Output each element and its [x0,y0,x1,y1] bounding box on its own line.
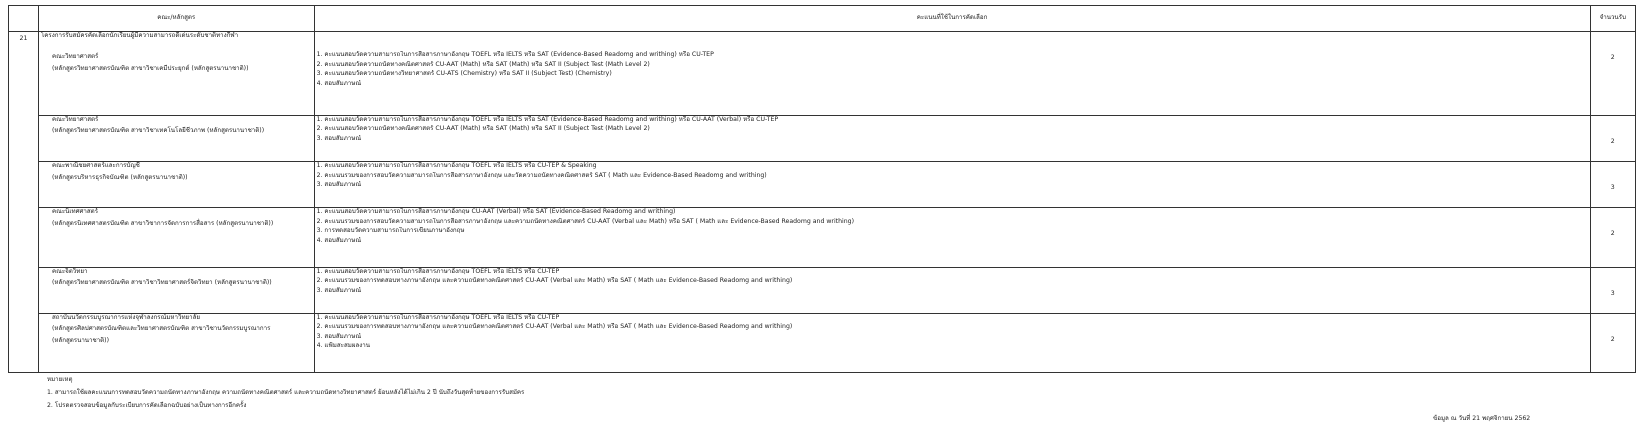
criteria-cell [314,313,1590,372]
header-seats: จำนวนรับ [1590,6,1635,32]
faculty-cell [38,267,314,313]
faculty-cell [38,313,314,372]
criteria-item: 3. สอบสัมภาษณ์ [316,181,362,189]
faculty-name: คณะวิทยาศาสตร์ [51,53,99,60]
header-faculty: คณะ/หลักสูตร [38,6,314,32]
note-item: 2. โปรดตรวจสอบข้อมูลกับระเบียบการคัดเลือกฉบับอย่างเป็นทางการอีกครั้ง [47,402,247,409]
criteria-item: 3. สอบสัมภาษณ์ [316,332,362,340]
table-row [9,115,1636,161]
faculty-cell [38,162,314,208]
criteria-cell [314,32,1590,116]
program-name: (หลักสูตรนิเทศศาสตรบัณฑิต สาขาวิชาการจัดการการสื่อสาร (หลักสูตรนานาชาติ)) [51,219,274,227]
criteria-item: 1. คะแนนสอบวัดความสามารถในการสื่อสารภาษาอังกฤษ TOEFL หรือ IELTS หรือ CU-TEP [316,313,560,321]
criteria-item: 1. คะแนนสอบวัดความสามารถในการสื่อสารภาษาอังกฤษ TOEFL หรือ IELTS หรือ SAT (Evidence-Based Readomg and writhing) หรือ CU-AAT (Verbal) หรือ CU-TEP [316,115,779,123]
criteria-item: 3. สอบสัมภาษณ์ [316,286,362,294]
criteria-item: 2. คะแนนรวมของการทดสอบทางภาษาอังกฤษ และความถนัดทางคณิตศาสตร์ CU-AAT (Verbal และ Math) หรือ SAT ( Math และ Evidence-Based Readomg and writhing) [316,323,793,331]
data-date: ข้อมูล ณ วันที่ 21 พฤศจิกายน 2562 [1433,415,1531,422]
criteria-cell [314,208,1590,267]
seats-cell: 2 [1590,32,1635,116]
faculty-name: คณะจิตวิทยา [51,267,88,275]
criteria-item: 1. คะแนนสอบวัดความสามารถในการสื่อสารภาษาอังกฤษ TOEFL หรือ IELTS หรือ CU-TEP [316,267,560,275]
criteria-item: 2. คะแนนรวมของการทดสอบทางภาษาอังกฤษ และความถนัดทางคณิตศาสตร์ CU-AAT (Verbal และ Math) หรือ SAT ( Math และ Evidence-Based Readomg and writhing) [316,277,793,285]
faculty-name: สถาบันนวัตกรรมบูรณาการแห่งจุฬาลงกรณ์มหาวิทยาลัย [51,313,201,321]
seats-cell: 2 [1590,208,1635,267]
project-title: โครงการรับสมัครคัดเลือกนักเรียนผู้มีความสามารถดีเด่นระดับชาติทางกีฬา [40,32,239,39]
program-name: (หลักสูตรวิทยาศาสตรบัณฑิต สาขาวิชาเคมีประยุกต์ (หลักสูตรนานาชาติ)) [51,64,249,72]
seats-cell: 2 [1590,313,1635,372]
notes-section [47,376,524,415]
table-row [9,32,1636,116]
faculty-cell [38,208,314,267]
admission-table [8,5,1636,373]
seats-cell: 3 [1590,267,1635,313]
table-row [9,313,1636,372]
faculty-name: คณะวิทยาศาสตร์ [51,115,99,123]
program-name: (หลักสูตรวิทยาศาสตรบัณฑิต สาขาวิชาเทคโนโลยีชีวภาพ (หลักสูตรนานาชาติ)) [51,127,265,135]
criteria-item: 4. แฟ้มสะสมผลงาน [316,342,370,350]
program-name: (หลักสูตรบริหารธุรกิจบัณฑิต (หลักสูตรนานาชาติ)) [51,173,188,181]
faculty-cell [38,32,314,116]
criteria-item: 1. คะแนนสอบวัดความสามารถในการสื่อสารภาษาอังกฤษ CU-AAT (Verbal) หรือ SAT (Evidence-Based Readomg and writhing) [316,208,676,216]
criteria-item: 3. สอบสัมภาษณ์ [316,134,362,142]
row-number: 21 [9,32,39,373]
faculty-name: คณะพาณิชยศาสตร์และการบัญชี [51,162,140,170]
criteria-cell [314,115,1590,161]
criteria-item: 2. คะแนนรวมของการสอบวัดความสามารถในการสื่อสารภาษาอังกฤษ และความถนัดทางคณิตศาสตร์ CU-AAT (Verbal และ Math) หรือ SAT ( Math และ Evidence-Based Readomg and writhing) [316,217,855,225]
seats-cell: 3 [1590,162,1635,208]
program-name-cont: (หลักสูตรนานาชาติ)) [51,336,110,344]
table-row [9,267,1636,313]
note-item: 1. สามารถใช้ผลคะแนนการทดสอบวัดความถนัดทางภาษาอังกฤษ ความถนัดทางคณิตศาสตร์ และความถนัดทางวิทยาศาสตร์ ย้อนหลังได้ไม่เกิน 2 ปี นับถึงวันสุดท้ายของการรับสมัคร [47,389,525,396]
program-name: (หลักสูตรวิทยาศาสตรบัณฑิต สาขาวิชาวิทยาศาสตร์จิตวิทยา (หลักสูตรนานาชาติ)) [51,279,272,287]
table-row [9,208,1636,267]
criteria-item: 3. คะแนนสอบวัดความถนัดทางวิทยาศาสตร์ CU-ATS (Chemistry) หรือ SAT II (Subject Test) (Chemistry) [316,70,612,77]
criteria-item: 4. สอบสัมภาษณ์ [316,79,362,87]
faculty-cell [38,115,314,161]
criteria-cell [314,162,1590,208]
criteria-item: 2. คะแนนสอบวัดความถนัดทางคณิตศาสตร์ CU-AAT (Math) หรือ SAT (Math) หรือ SAT II (Subject Test (Math Level 2) [316,125,650,133]
seats-cell: 2 [1590,115,1635,161]
header-index [9,6,39,32]
header-criteria: คะแนนที่ใช้ในการคัดเลือก [314,6,1590,32]
criteria-item: 1. คะแนนสอบวัดความสามารถในการสื่อสารภาษาอังกฤษ TOEFL หรือ IELTS หรือ CU-TEP & Speaking [316,162,597,170]
criteria-item: 2. คะแนนสอบวัดความถนัดทางคณิตศาสตร์ CU-AAT (Math) หรือ SAT (Math) หรือ SAT II (Subject Test (Math Level 2) [316,60,650,68]
header-row [9,6,1636,32]
table-row [9,162,1636,208]
criteria-item: 2. คะแนนรวมของการสอบวัดความสามารถในการสื่อสารภาษาอังกฤษ และวัดความถนัดทางคณิตศาสตร์ SAT ( Math และ Evidence-Based Readomg and writhing) [316,171,767,179]
criteria-item: 3. การทดสอบวัดความสามารถในการเขียนภาษาอังกฤษ [316,227,465,235]
program-name: (หลักสูตรศิลปศาสตรบัณฑิตและวิทยาศาสตรบัณฑิต สาขาวิชานวัตกรรมบูรณาการ [51,325,271,333]
criteria-item: 1. คะแนนสอบวัดความสามารถในการสื่อสารภาษาอังกฤษ TOEFL หรือ IELTS หรือ SAT (Evidence-Based Readomg and writhing) หรือ CU-TEP [316,51,714,58]
criteria-cell [314,267,1590,313]
criteria-item: 4. สอบสัมภาษณ์ [316,236,362,244]
notes-title: หมายเหตุ [47,376,73,383]
faculty-name: คณะนิเทศศาสตร์ [51,208,99,216]
